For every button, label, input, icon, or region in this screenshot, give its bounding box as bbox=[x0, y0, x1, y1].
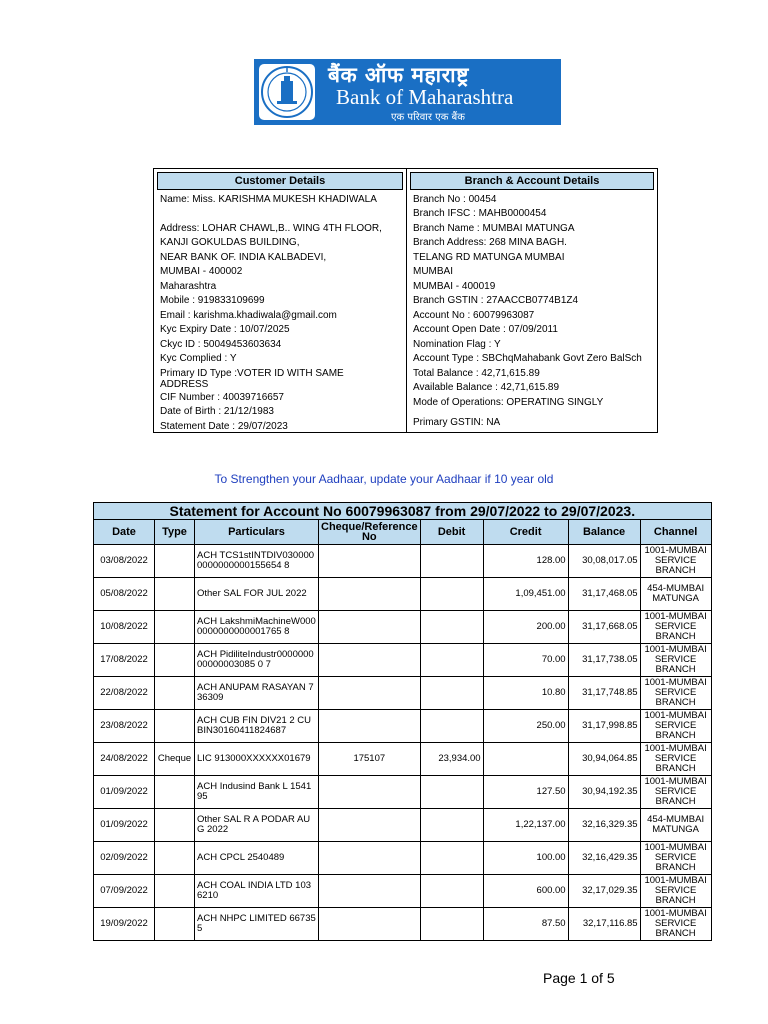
transaction-channel: 1001-MUMBAI SERVICE BRANCH bbox=[640, 677, 711, 710]
transaction-credit: 250.00 bbox=[483, 710, 568, 743]
transaction-credit: 127.50 bbox=[483, 776, 568, 809]
transaction-credit: 70.00 bbox=[483, 644, 568, 677]
transaction-credit: 200.00 bbox=[483, 611, 568, 644]
transaction-channel: 1001-MUMBAI SERVICE BRANCH bbox=[640, 776, 711, 809]
transaction-particulars: ACH Indusind Bank L 154195 bbox=[195, 776, 319, 809]
column-header-type: Type bbox=[155, 520, 195, 545]
transaction-cheque-ref: 175107 bbox=[319, 743, 421, 776]
transaction-particulars: ACH TCS1stINTDIV0300000000000000155654 8 bbox=[195, 545, 319, 578]
bank-tagline: एक परिवार एक बैंक bbox=[391, 112, 465, 123]
customer-details-header: Customer Details bbox=[157, 172, 403, 190]
transaction-date: 17/08/2022 bbox=[94, 644, 155, 677]
transaction-debit bbox=[420, 611, 483, 644]
transaction-credit: 87.50 bbox=[483, 908, 568, 941]
transaction-debit bbox=[420, 644, 483, 677]
table-row bbox=[94, 875, 712, 908]
customer-name: Name: Miss. KARISHMA MUKESH KHADIWALA bbox=[160, 194, 377, 205]
transaction-channel: 1001-MUMBAI SERVICE BRANCH bbox=[640, 842, 711, 875]
column-header-cheque-ref: Cheque/Reference No bbox=[319, 520, 421, 545]
customer-ckyc-id: Ckyc ID : 50049453603634 bbox=[160, 339, 282, 350]
table-row bbox=[94, 611, 712, 644]
table-row bbox=[94, 809, 712, 842]
table-row bbox=[94, 743, 712, 776]
transaction-channel: 1001-MUMBAI SERVICE BRANCH bbox=[640, 644, 711, 677]
transaction-cheque-ref bbox=[319, 842, 421, 875]
customer-address-line-3: NEAR BANK OF. INDIA KALBADEVI, bbox=[160, 252, 327, 263]
transaction-balance: 31,17,468.05 bbox=[568, 578, 640, 611]
customer-address-line-1: Address: LOHAR CHAWL,B.. WING 4TH FLOOR, bbox=[160, 223, 382, 234]
transaction-cheque-ref bbox=[319, 908, 421, 941]
transaction-balance: 30,94,064.85 bbox=[568, 743, 640, 776]
transaction-credit: 10.80 bbox=[483, 677, 568, 710]
transaction-type bbox=[155, 875, 195, 908]
branch-ifsc: Branch IFSC : MAHB0000454 bbox=[413, 208, 547, 219]
transaction-particulars: ACH COAL INDIA LTD 1036210 bbox=[195, 875, 319, 908]
customer-primary-id-type: Primary ID Type :VOTER ID WITH SAME ADDRESS bbox=[160, 368, 344, 390]
transaction-type bbox=[155, 611, 195, 644]
transaction-particulars: LIC 913000XXXXXX01679 bbox=[195, 743, 319, 776]
transaction-type bbox=[155, 644, 195, 677]
customer-cif-number: CIF Number : 40039716657 bbox=[160, 392, 284, 403]
transaction-particulars: ACH NHPC LIMITED 667355 bbox=[195, 908, 319, 941]
transaction-credit: 1,22,137.00 bbox=[483, 809, 568, 842]
transaction-credit: 100.00 bbox=[483, 842, 568, 875]
transaction-cheque-ref bbox=[319, 644, 421, 677]
branch-address-line-4: MUMBAI - 400019 bbox=[413, 281, 496, 292]
transaction-cheque-ref bbox=[319, 776, 421, 809]
table-row bbox=[94, 908, 712, 941]
transaction-cheque-ref bbox=[319, 710, 421, 743]
customer-state: Maharashtra bbox=[160, 281, 217, 292]
transaction-date: 02/09/2022 bbox=[94, 842, 155, 875]
details-box bbox=[153, 168, 658, 433]
customer-mobile: Mobile : 919833109699 bbox=[160, 295, 265, 306]
transaction-credit: 600.00 bbox=[483, 875, 568, 908]
transaction-channel: 1001-MUMBAI SERVICE BRANCH bbox=[640, 545, 711, 578]
transaction-date: 01/09/2022 bbox=[94, 809, 155, 842]
account-type: Account Type : SBChqMahabank Govt Zero BalSch bbox=[413, 353, 642, 364]
transaction-channel: 1001-MUMBAI SERVICE BRANCH bbox=[640, 908, 711, 941]
transaction-channel: 1001-MUMBAI SERVICE BRANCH bbox=[640, 710, 711, 743]
bank-name-english: Bank of Maharashtra bbox=[336, 85, 514, 109]
transaction-credit: 128.00 bbox=[483, 545, 568, 578]
statement-header-row bbox=[94, 520, 712, 545]
transaction-date: 01/09/2022 bbox=[94, 776, 155, 809]
transaction-particulars: ACH ANUPAM RASAYAN 736309 bbox=[195, 677, 319, 710]
transaction-type: Cheque bbox=[155, 743, 195, 776]
transaction-debit bbox=[420, 776, 483, 809]
aadhaar-notice: To Strengthen your Aadhaar, update your Aadhaar if 10 year old bbox=[214, 472, 554, 486]
column-header-date: Date bbox=[94, 520, 155, 545]
transaction-channel: 454-MUMBAI MATUNGA bbox=[640, 809, 711, 842]
customer-kyc-expiry: Kyc Expiry Date : 10/07/2025 bbox=[160, 324, 290, 335]
transaction-debit bbox=[420, 842, 483, 875]
transaction-date: 05/08/2022 bbox=[94, 578, 155, 611]
transaction-balance: 31,17,738.05 bbox=[568, 644, 640, 677]
statement-date: Statement Date : 29/07/2023 bbox=[160, 421, 288, 432]
transaction-particulars: Other SAL R A PODAR AUG 2022 bbox=[195, 809, 319, 842]
transaction-type bbox=[155, 578, 195, 611]
transaction-debit bbox=[420, 809, 483, 842]
transaction-balance: 31,17,748.85 bbox=[568, 677, 640, 710]
transaction-type bbox=[155, 842, 195, 875]
transaction-cheque-ref bbox=[319, 578, 421, 611]
transaction-debit: 23,934.00 bbox=[420, 743, 483, 776]
branch-gstin: Branch GSTIN : 27AACCB0774B1Z4 bbox=[413, 295, 579, 306]
transaction-type bbox=[155, 776, 195, 809]
column-header-particulars: Particulars bbox=[195, 520, 319, 545]
customer-details bbox=[154, 169, 407, 432]
transaction-type bbox=[155, 809, 195, 842]
customer-kyc-complied: Kyc Complied : Y bbox=[160, 353, 237, 364]
statement-table bbox=[93, 502, 712, 941]
transaction-date: 07/09/2022 bbox=[94, 875, 155, 908]
transaction-channel: 454-MUMBAI MATUNGA bbox=[640, 578, 711, 611]
transaction-date: 24/08/2022 bbox=[94, 743, 155, 776]
transaction-balance: 32,17,116.85 bbox=[568, 908, 640, 941]
branch-no: Branch No : 00454 bbox=[413, 194, 497, 205]
transaction-particulars: ACH CUB FIN DIV21 2 CUBIN30160411824687 bbox=[195, 710, 319, 743]
transaction-debit bbox=[420, 545, 483, 578]
transaction-debit bbox=[420, 578, 483, 611]
transaction-balance: 32,17,029.35 bbox=[568, 875, 640, 908]
column-header-channel: Channel bbox=[640, 520, 711, 545]
transaction-credit bbox=[483, 743, 568, 776]
bank-seal-icon bbox=[259, 64, 315, 120]
transaction-cheque-ref bbox=[319, 677, 421, 710]
transaction-channel: 1001-MUMBAI SERVICE BRANCH bbox=[640, 875, 711, 908]
table-row bbox=[94, 776, 712, 809]
transaction-particulars: ACH LakshmiMachineW0000000000000001765 8 bbox=[195, 611, 319, 644]
transaction-debit bbox=[420, 710, 483, 743]
branch-address-line-2: TELANG RD MATUNGA MUMBAI bbox=[413, 252, 565, 263]
transaction-date: 22/08/2022 bbox=[94, 677, 155, 710]
transaction-credit: 1,09,451.00 bbox=[483, 578, 568, 611]
statement-title: Statement for Account No 60079963087 from 29/07/2022 to 29/07/2023. bbox=[94, 503, 712, 520]
column-header-debit: Debit bbox=[420, 520, 483, 545]
transaction-balance: 30,94,192.35 bbox=[568, 776, 640, 809]
branch-address-line-3: MUMBAI bbox=[413, 266, 453, 277]
table-row bbox=[94, 644, 712, 677]
transaction-date: 10/08/2022 bbox=[94, 611, 155, 644]
table-row bbox=[94, 578, 712, 611]
transaction-date: 23/08/2022 bbox=[94, 710, 155, 743]
transaction-balance: 32,16,429.35 bbox=[568, 842, 640, 875]
transaction-cheque-ref bbox=[319, 611, 421, 644]
transaction-type bbox=[155, 710, 195, 743]
table-row bbox=[94, 677, 712, 710]
total-balance: Total Balance : 42,71,615.89 bbox=[413, 368, 540, 379]
primary-gstin: Primary GSTIN: NA bbox=[413, 417, 501, 428]
transaction-date: 19/09/2022 bbox=[94, 908, 155, 941]
account-details bbox=[407, 169, 657, 432]
transaction-type bbox=[155, 908, 195, 941]
transaction-channel: 1001-MUMBAI SERVICE BRANCH bbox=[640, 611, 711, 644]
transaction-balance: 31,17,668.05 bbox=[568, 611, 640, 644]
transaction-particulars: Other SAL FOR JUL 2022 bbox=[195, 578, 319, 611]
transaction-cheque-ref bbox=[319, 875, 421, 908]
transaction-balance: 32,16,329.35 bbox=[568, 809, 640, 842]
transaction-balance: 30,08,017.05 bbox=[568, 545, 640, 578]
available-balance: Available Balance : 42,71,615.89 bbox=[413, 382, 560, 393]
branch-address-line-1: Branch Address: 268 MINA BAGH. bbox=[413, 237, 567, 248]
transaction-debit bbox=[420, 677, 483, 710]
transaction-channel: 1001-MUMBAI SERVICE BRANCH bbox=[640, 743, 711, 776]
account-open-date: Account Open Date : 07/09/2011 bbox=[413, 324, 558, 335]
bank-logo bbox=[254, 59, 561, 125]
account-details-header: Branch & Account Details bbox=[410, 172, 654, 190]
customer-address-line-4: MUMBAI - 400002 bbox=[160, 266, 243, 277]
table-row bbox=[94, 710, 712, 743]
column-header-credit: Credit bbox=[483, 520, 568, 545]
transaction-type bbox=[155, 545, 195, 578]
transaction-type bbox=[155, 677, 195, 710]
statement-body bbox=[94, 545, 712, 941]
transaction-cheque-ref bbox=[319, 545, 421, 578]
transaction-particulars: ACH CPCL 2540489 bbox=[195, 842, 319, 875]
transaction-particulars: ACH PidiliteIndustr000000000000003085 0 7 bbox=[195, 644, 319, 677]
customer-date-of-birth: Date of Birth : 21/12/1983 bbox=[160, 406, 274, 417]
table-row bbox=[94, 545, 712, 578]
bank-name-hindi: बैंक ऑफ महाराष्ट्र bbox=[328, 63, 469, 87]
nomination-flag: Nomination Flag : Y bbox=[413, 339, 501, 350]
account-no: Account No : 60079963087 bbox=[413, 310, 535, 321]
transaction-debit bbox=[420, 908, 483, 941]
column-header-balance: Balance bbox=[568, 520, 640, 545]
customer-email: Email : karishma.khadiwala@gmail.com bbox=[160, 310, 337, 321]
transaction-cheque-ref bbox=[319, 809, 421, 842]
transaction-debit bbox=[420, 875, 483, 908]
transaction-balance: 31,17,998.85 bbox=[568, 710, 640, 743]
customer-address-line-2: KANJI GOKULDAS BUILDING, bbox=[160, 237, 300, 248]
branch-name: Branch Name : MUMBAI MATUNGA bbox=[413, 223, 575, 234]
table-row bbox=[94, 842, 712, 875]
transaction-date: 03/08/2022 bbox=[94, 545, 155, 578]
page-number: Page 1 of 5 bbox=[543, 970, 615, 986]
mode-of-operations: Mode of Operations: OPERATING SINGLY bbox=[413, 397, 604, 408]
